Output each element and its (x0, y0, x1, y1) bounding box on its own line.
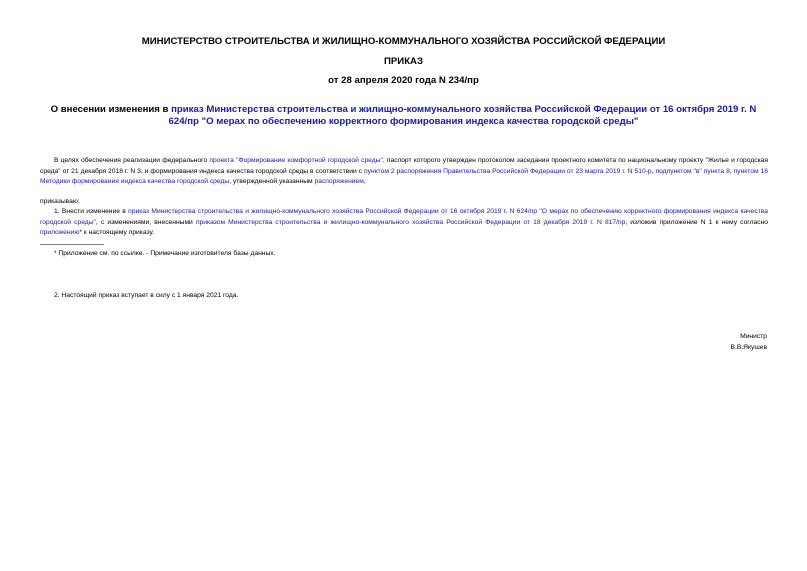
appendix-link[interactable]: приложению (40, 229, 80, 236)
orders-label: приказываю: (40, 198, 80, 205)
signature-block (731, 332, 767, 353)
signature-position: Министр (740, 333, 767, 340)
footnote-separator (40, 244, 104, 245)
document-type: ПРИКАЗ (384, 56, 423, 67)
item1-text-2: , с изменениями, внесенными (95, 218, 196, 226)
intro-text-5: , утвержденной указанным (229, 178, 315, 185)
subpoint-link[interactable]: подпунктом "в" пункта 8 (655, 167, 730, 175)
document-title (40, 104, 767, 128)
government-order-link[interactable]: пунктом 2 распоряжения Правительства Российской Федерации от 23 марта 2019 г. N 510-р (363, 167, 652, 175)
intro-text-6: , (363, 178, 366, 185)
intro-text-2: , паспорт которого утвержден протоколом заседания проектного комитета по национальному проекту "Жилье и городская среда" от 21 декабря 2018 г. N 3, и формирования индекса качества городской среды в соответствии с (40, 157, 768, 175)
item1-text-1: 1. Внести изменение в (54, 208, 129, 215)
signature-name: В.В.Якушев (730, 343, 767, 351)
amending-order-link[interactable]: приказом Министерства строительства и жилищно-коммунального хозяйства Российской Федерации от 18 декабря 2019 г. N 817/пр (195, 218, 626, 226)
title-prefix: О внесении изменения в (50, 104, 172, 115)
item-2-paragraph: 2. Настоящий приказ вступает в силу с 1 января 2021 года. (54, 292, 239, 299)
item-1-paragraph (40, 207, 768, 239)
title-order-link[interactable]: приказ Министерства строительства и жилищно-коммунального хозяйства Российской Федерации от 16 октября 2019 г. N 624/пр "О мерах по обеспечению корректного формирования индекса качества городской среды" (168, 104, 757, 127)
item1-text-3: , изложив приложение N 1 к нему согласно (625, 218, 768, 226)
intro-text-3: , (651, 167, 656, 175)
document-date-number: от 28 апреля 2020 года N 234/пр (328, 75, 479, 86)
amended-order-link[interactable]: приказ Министерства строительства и жилищно-коммунального хозяйства Российской Федерации от 16 октября 2019 г. N 624/пр "О мерах по обеспечению корректного формирования индекса качества городской среды" (40, 208, 768, 226)
intro-text-4: , (729, 167, 734, 175)
project-link[interactable]: проекта "Формирование комфортной городской среды" (209, 157, 383, 164)
intro-paragraph (40, 156, 768, 188)
ministry-heading: МИНИСТЕРСТВО СТРОИТЕЛЬСТВА И ЖИЛИЩНО-КОММУНАЛЬНОГО ХОЗЯЙСТВА РОССИЙСКОЙ ФЕДЕРАЦИИ (141, 36, 666, 47)
footnote: * Приложение см. по ссылке. - Примечание изготовителя базы данных. (54, 250, 276, 257)
methodology-link[interactable]: пунктом 16 Методики формирования индекса качества городской среды (40, 167, 769, 185)
intro-text-1: В целях обеспечения реализации федерального (54, 157, 210, 164)
order-link[interactable]: распоряжением (314, 178, 364, 185)
item1-text-4: * к настоящему приказу. (79, 229, 155, 236)
